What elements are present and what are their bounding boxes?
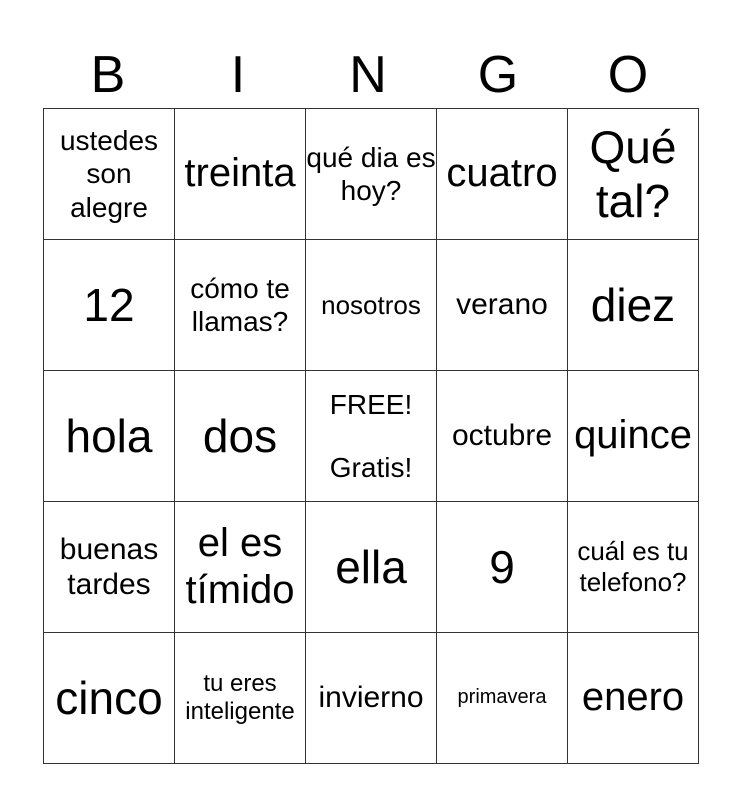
bingo-cell[interactable]: 12 (44, 240, 175, 371)
bingo-cell[interactable]: verano (437, 240, 568, 371)
bingo-cell[interactable]: enero (568, 633, 699, 764)
bingo-cell[interactable]: el es tímido (175, 502, 306, 633)
bingo-cell[interactable]: ustedes son alegre (44, 109, 175, 240)
bingo-row (44, 109, 699, 240)
bingo-cell[interactable]: cinco (44, 633, 175, 764)
bingo-cell[interactable]: invierno (306, 633, 437, 764)
bingo-row (44, 502, 699, 633)
gratis-label: Gratis! (329, 452, 413, 483)
header-letter-o: O (607, 46, 649, 104)
bingo-row (44, 240, 699, 371)
bingo-cell[interactable]: Qué tal? (568, 109, 699, 240)
free-space-cell[interactable] (306, 371, 437, 502)
header-letter-i: I (230, 46, 246, 104)
bingo-row (44, 371, 699, 502)
header-letter-n: N (349, 46, 387, 104)
bingo-cell[interactable]: quince (568, 371, 699, 502)
bingo-row (44, 633, 699, 764)
bingo-cell[interactable]: ella (306, 502, 437, 633)
bingo-card-grid (43, 108, 699, 764)
bingo-cell[interactable]: diez (568, 240, 699, 371)
bingo-cell[interactable]: nosotros (306, 240, 437, 371)
bingo-cell[interactable]: treinta (175, 109, 306, 240)
bingo-header (43, 42, 693, 108)
bingo-cell[interactable]: primavera (437, 633, 568, 764)
bingo-cell[interactable]: tu eres inteligente (175, 633, 306, 764)
bingo-cell[interactable]: buenas tardes (44, 502, 175, 633)
header-letter-b: B (90, 46, 126, 104)
bingo-cell[interactable]: dos (175, 371, 306, 502)
bingo-cell[interactable]: hola (44, 371, 175, 502)
bingo-cell[interactable]: cuatro (437, 109, 568, 240)
bingo-cell[interactable]: octubre (437, 371, 568, 502)
free-gap (306, 421, 436, 451)
header-letter-g: G (477, 46, 519, 104)
bingo-cell[interactable]: 9 (437, 502, 568, 633)
bingo-cell[interactable]: qué dia es hoy? (306, 109, 437, 240)
free-label: FREE! (329, 388, 413, 420)
bingo-cell[interactable]: cómo te llamas? (175, 240, 306, 371)
bingo-cell[interactable]: cuál es tu telefono? (568, 502, 699, 633)
